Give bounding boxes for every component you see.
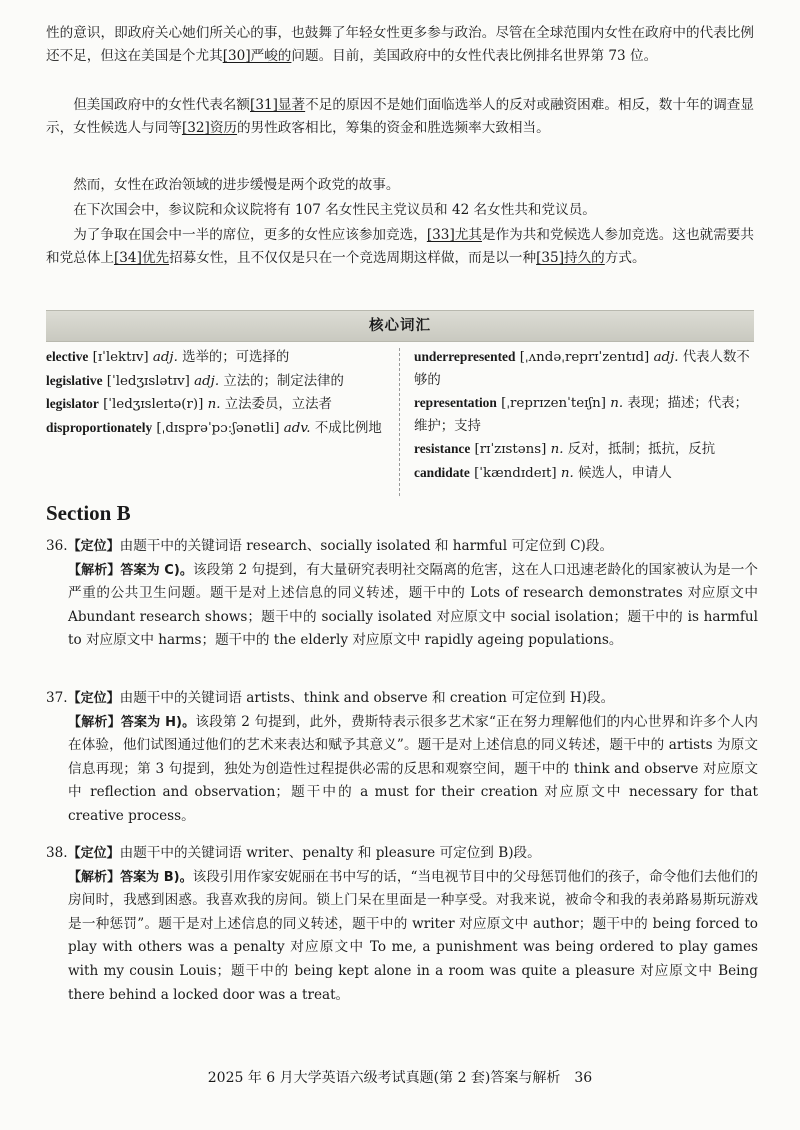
question-number: 38. bbox=[46, 845, 68, 861]
paragraph-text: 问题。目前，美国政府中的女性代表比例排名世界第 73 位。 bbox=[291, 47, 658, 64]
paragraph-text: 但美国政府中的女性代表名额 bbox=[73, 97, 251, 113]
vocab-list-left bbox=[46, 346, 386, 440]
blank-answer-31: [31]显著 bbox=[250, 97, 306, 113]
vocab-item: elective [ɪˈlektɪv] adj. 选举的；可选择的 bbox=[46, 349, 290, 365]
translation-paragraph-3: 然而，女性在政治领域的进步缓慢是两个政党的故事。 bbox=[73, 177, 400, 193]
translation-paragraph-2 bbox=[46, 94, 754, 139]
blank-answer-30: [30]严峻的 bbox=[222, 47, 292, 64]
locate-text: 由题干中的关键词语 research、socially isolated 和 harmful 可定位到 C)段。 bbox=[119, 538, 614, 554]
vocab-item: disproportionately [ˌdɪsprəˈpɔːʃənətli] adv. 不成比例地 bbox=[46, 419, 382, 436]
analysis-text: 该段第 2 句提到，此外，费斯特表示很多艺术家“正在努力理解他们的内心世界和许多个人内在体验，他们试图通过他们的艺术来表达和赋予其意义”。题干是对上述信息的同义转述，题干中的 artists 为原文信息再现；第 3 句提到，独处为创造性过程提供必需的反思和观察空间，题干中的 think and observe 对应原文中 reflection and observation；题干中的 a must for their creation 对应原文中 necessary for that creative process。 bbox=[68, 713, 758, 824]
vocab-list-right bbox=[414, 346, 754, 485]
answer-text: 答案为 H)。 bbox=[120, 714, 196, 730]
blank-answer-33: [33]尤其 bbox=[426, 227, 482, 243]
analysis-block bbox=[46, 559, 758, 653]
answer-text: 答案为 C)。 bbox=[120, 562, 193, 578]
analysis-tag: 【解析】 bbox=[68, 562, 121, 578]
translation-paragraph-5 bbox=[46, 224, 754, 269]
locate-text: 由题干中的关键词语 writer、penalty 和 pleasure 可定位到 B)段。 bbox=[119, 845, 541, 861]
paragraph-text: 不足的原因不是她们面临选举人的反对或融资困难。相反，数十年的调查显示，女性候选人与同等 bbox=[46, 97, 755, 136]
locate-text: 由题干中的关键词语 artists、think and observe 和 creation 可定位到 H)段。 bbox=[119, 690, 615, 706]
translation-paragraph-1 bbox=[46, 22, 754, 67]
vocab-item: resistance [rɪˈzɪstəns] n. 反对，抵制；抵抗，反抗 bbox=[414, 441, 716, 457]
paragraph-text: 性的意识，即政府关心她们所关心的事，也鼓舞了年轻女性更多参与政治。尽管在全球范围内女性在政府中的代表比例还不足，但这在美国是个尤其 bbox=[46, 25, 754, 64]
vocab-item: representation [ˌreprɪzenˈteɪʃn] n. 表现；描述；代表；维护；支持 bbox=[414, 395, 748, 434]
locate-tag: 【定位】 bbox=[67, 846, 120, 861]
blank-answer-32: [32]资历 bbox=[181, 119, 238, 136]
blank-answer-34: [34]优先 bbox=[113, 249, 170, 266]
question-36 bbox=[46, 535, 758, 653]
paragraph-text: 招募女性，且不仅仅是只在一个竞选周期这样做，而是以一种 bbox=[169, 249, 537, 266]
analysis-block bbox=[46, 866, 758, 1008]
locate-line bbox=[46, 687, 758, 711]
locate-tag: 【定位】 bbox=[67, 691, 120, 706]
page-footer bbox=[0, 1067, 800, 1087]
locate-line bbox=[46, 535, 758, 559]
vocab-banner: 核心词汇 bbox=[46, 310, 754, 342]
answer-text: 答案为 B)。 bbox=[120, 869, 193, 885]
locate-line bbox=[46, 842, 758, 866]
locate-tag: 【定位】 bbox=[67, 539, 120, 554]
footer-title: 2025 年 6 月大学英语六级考试真题(第 2 套)答案与解析 bbox=[207, 1070, 561, 1086]
vocab-item: legislative [ˈledʒɪslətɪv] adj. 立法的；制定法律的 bbox=[46, 372, 344, 389]
vocab-item: legislator [ˈledʒɪsleɪtə(r)] n. 立法委员，立法者 bbox=[46, 396, 332, 412]
page-number: 36 bbox=[574, 1070, 593, 1086]
paragraph-text: 方式。 bbox=[604, 249, 646, 266]
analysis-text: 该段第 2 句提到，有大量研究表明社交隔离的危害，这在人口迅速老龄化的国家被认为是一个严重的公共卫生问题。题干是对上述信息的同义转述，题干中的 Lots of research demonstrates 对应原文中 Abundant research shows；题干中的 socially isolated 对应原文中 social isolation；题干中的 is harmful to 对应原文中 harms；题干中的 the elderly 对应原文中 rapidly ageing populations。 bbox=[68, 561, 758, 649]
question-number: 36. bbox=[46, 538, 68, 554]
paragraph-text: 的男性政客相比，筹集的资金和胜选频率大致相当。 bbox=[237, 119, 550, 136]
analysis-tag: 【解析】 bbox=[68, 714, 121, 730]
vocab-divider bbox=[399, 348, 400, 496]
vocab-item: underrepresented [ˌʌndəˌreprɪˈzentɪd] adj. 代表人数不够的 bbox=[414, 349, 750, 388]
vocab-item: candidate [ˈkændɪdeɪt] n. 候选人，申请人 bbox=[414, 464, 672, 481]
analysis-tag: 【解析】 bbox=[68, 869, 121, 885]
section-title: Section B bbox=[46, 501, 131, 525]
translation-paragraph-4: 在下次国会中，参议院和众议院将有 107 名女性民主党议员和 42 名女性共和党议员。 bbox=[73, 202, 596, 218]
question-38 bbox=[46, 842, 758, 1007]
paragraph-text: 为了争取在国会中一半的席位，更多的女性应该参加竞选， bbox=[73, 227, 427, 243]
paragraph-text: 是作为共和党候选人参加竞选。这也就需要共和党总体上 bbox=[46, 227, 755, 266]
question-37 bbox=[46, 687, 758, 829]
blank-answer-35: [35]持久的 bbox=[536, 249, 605, 266]
analysis-block bbox=[46, 711, 758, 829]
question-number: 37. bbox=[46, 690, 68, 706]
analysis-text: 该段引用作家安妮丽在书中写的话，“当电视节目中的父母惩罚他们的孩子，命令他们去他们的房间时，我感到困惑。我喜欢我的房间。锁上门呆在里面是一种享受。对我来说，被命令和我的表弟路易斯玩游戏是一种惩罚”。题干是对上述信息的同义转述，题干中的 writer 对应原文中 author；题干中的 being forced to play with others was a penalty 对应原文中 To me, a punishment was being ordered to play games with my cousin Louis；题干中的 being kept alone in a room was quite a pleasure 对应原文中 Being there behind a locked door was a treat。 bbox=[68, 868, 758, 1003]
